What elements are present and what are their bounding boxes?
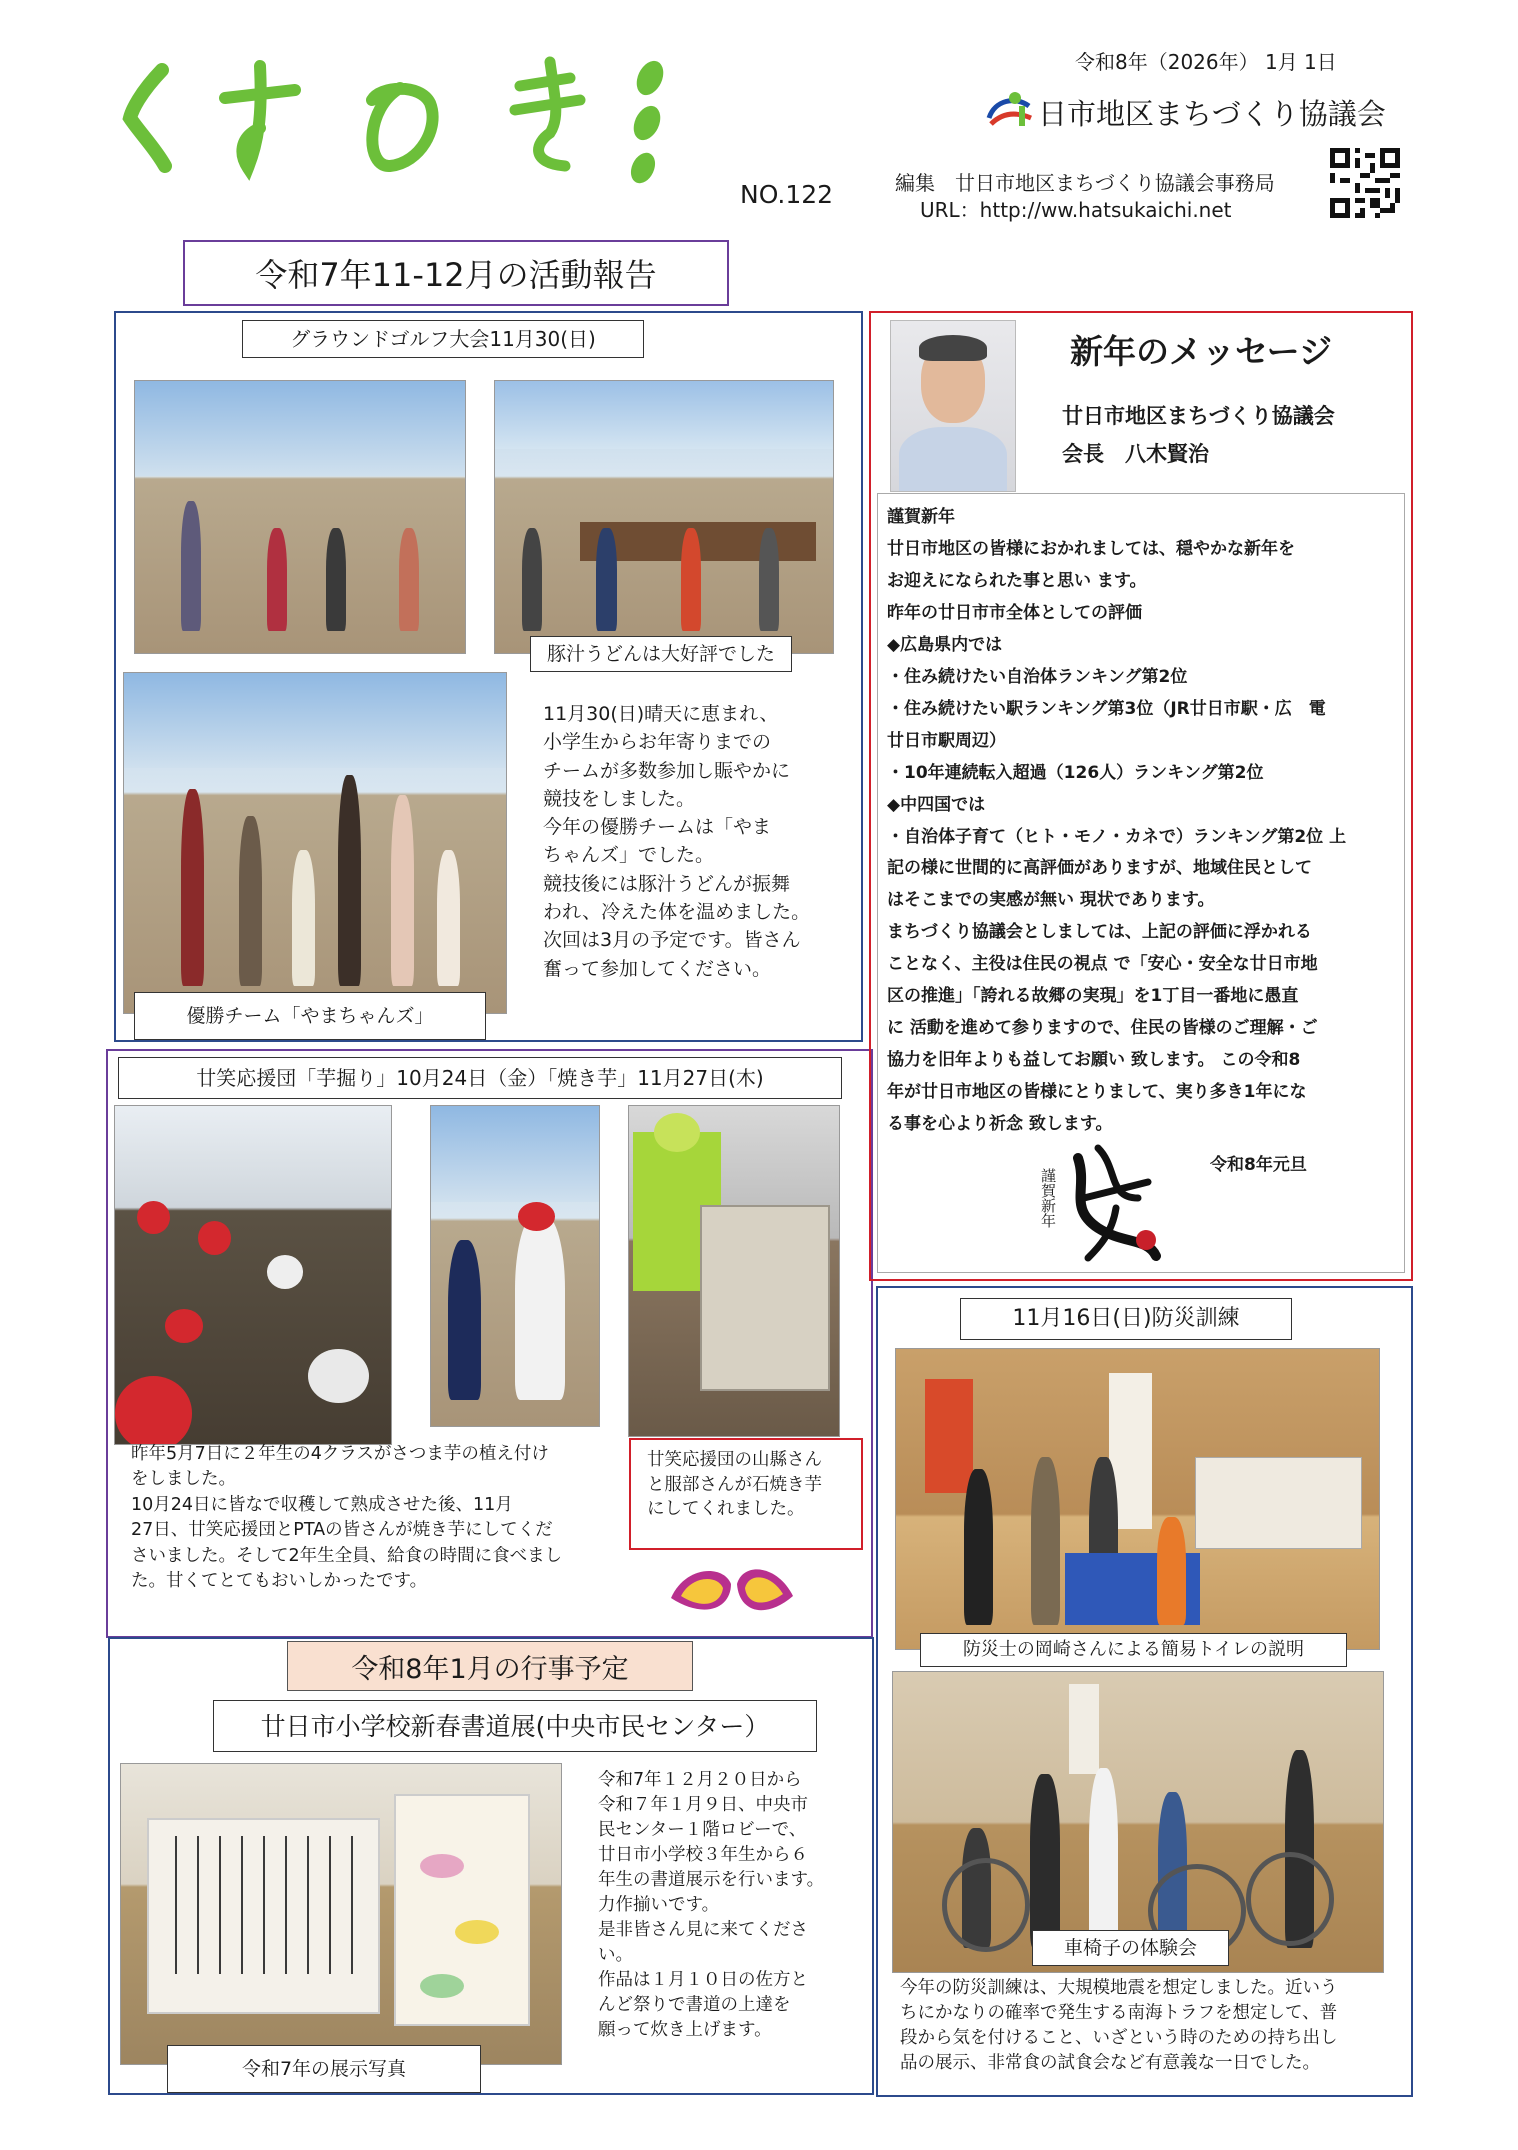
issue-date: 令和8年（2026年） 1月 1日 [1075, 50, 1337, 74]
potato-note-text: 廿笑応援団の山縣さん と服部さんが石焼き芋 にしてくれました。 [647, 1450, 822, 1519]
potato-dig-photo [114, 1105, 392, 1445]
url-line[interactable]: URL：http://ww.hatsukaichi.net [920, 198, 1232, 222]
editor-line: 編集 廿日市地区まちづくり協議会事務局 [895, 171, 1275, 195]
golf-report-text: 11月30(日)晴天に恵まれ、 小学生からお年寄りまでの チームが多数参加し賑やかに 競技をしました。 今年の優勝チームは「やま ちゃんズ」でした。 競技後には豚汁うどんが振舞 われ、冷えた体を温めました。 次回は3月の予定です。皆さん 奮って参加してください。 [543, 703, 811, 980]
org-logo-icon [985, 88, 1037, 130]
drill-report-text: 今年の防災訓練は、大規模地震を想定しました。近いう ちにかなりの確率で発生する南海トラフを想定して、普 段から気を付けること、いざという時のための持ち出し 品の展示、非常食の試食会など有意義な一日でした。 [900, 1978, 1338, 2074]
calligraphy-exhibit-photo [120, 1763, 562, 2065]
report-title [183, 240, 729, 306]
golf-play-photo [134, 380, 466, 654]
toilet-demo-caption: 防災士の岡崎さんによる簡易トイレの説明 [920, 1633, 1347, 1667]
udon-caption: 豚汁うどんは大好評でした [530, 636, 792, 672]
golf-heading: グラウンドゴルフ大会11月30(日) [242, 320, 644, 358]
winning-team-caption: 優勝チーム「やまちゃんズ」 [134, 992, 486, 1040]
message-role: 会長 八木賢治 [1062, 442, 1209, 466]
potato-boy-photo [430, 1105, 600, 1427]
potato-heading: 廿笑応援団「芋掘り」10月24日（金）「焼き芋」11月27日(木) [118, 1057, 842, 1099]
roasting-photo [628, 1105, 840, 1437]
wheelchair-photo [892, 1671, 1384, 1973]
schedule-text: 令和7年１２月２０日から 令和７年１月９日、中央市 民センター１階ロビーで、 廿日市小学校３年生から６ 年生の書道展示を行います。 力作揃いです。 是非皆さん見に来てくださ い。 作品は１月１０日の佐方と んど祭りで書道の上達を 願って炊き上げます。 [598, 1770, 825, 2041]
toilet-demo-photo [895, 1348, 1380, 1650]
masthead-logo [110, 48, 680, 188]
org-name: 日市地区まちづくり協議会 [1038, 97, 1386, 131]
udon-photo [494, 380, 834, 654]
schedule-event-heading: 廿日市小学校新春書道展(中央市民センター） [213, 1700, 817, 1752]
new-year-calligraphy [1028, 1138, 1173, 1268]
potato-report-text: 昨年5月7日に２年生の4クラスがさつま芋の植え付け をしました。 10月24日に皆なで収穫して熟成させた後、11月 27日、廿笑応援団とPTAの皆さんが焼き芋にしてくだ さいました。そして2年生全員、給食の時間に食べまし た。甘くてとてもおいしかったです。 [131, 1444, 563, 1591]
president-portrait [890, 320, 1016, 492]
calligraphy-photo-caption: 令和7年の展示写真 [167, 2045, 481, 2093]
sweet-potato-icon [665, 1548, 800, 1628]
qr-code-icon [1330, 148, 1400, 218]
message-body: 謹賀新年 廿日市地区の皆様におかれましては、穏やかな新年を お迎えになられた事と思い ます。 昨年の廿日市市全体としての評価 ◆広島県内では ・住み続けたい自治体ランキング第2位 ・住み続けたい駅ランキング第3位（JR廿日市駅・広 電 廿日市駅周辺） ・10年連続転入超過（126人）ランキング第2位 ◆中四国では ・自治体子育て（ヒト・モノ・カネで）ランキング第2位 上 記の様に世間的に高評価がありますが、地域住民として はそこまでの実感が無い 現状であります。 まちづくり協議会としましては、上記の評価に浮かれる ことなく、主役は住民の視点 で「安心・安全な廿日市地 区の推進」「誇れる故郷の実現」を1丁目一番地に愚直 に 活動を進めて参りますので、住民の皆様のご理解・ご 協力を旧年よりも益してお願い 致します。 この令和8 年が廿日市地区の皆様にとりまして、実り多き1年にな る事を心より祈念 致します。 [887, 507, 1347, 1135]
potato-note [629, 1438, 863, 1550]
drill-heading: 11月16日(日)防災訓練 [960, 1298, 1292, 1340]
message-date: 令和8年元旦 [1210, 1155, 1307, 1175]
message-title: 新年のメッセージ [1070, 332, 1333, 371]
message-org: 廿日市地区まちづくり協議会 [1062, 404, 1335, 428]
calligraphy-text: 謹賀新年 [1039, 1168, 1057, 1228]
report-title-text: 令和7年11-12月の活動報告 [255, 256, 657, 294]
schedule-title [287, 1641, 693, 1691]
issue-number: NO.122 [740, 180, 834, 209]
wheelchair-caption: 車椅子の体験会 [1032, 1930, 1229, 1966]
winning-team-photo [123, 672, 507, 1014]
schedule-title-text: 令和8年1月の行事予定 [351, 1653, 629, 1685]
